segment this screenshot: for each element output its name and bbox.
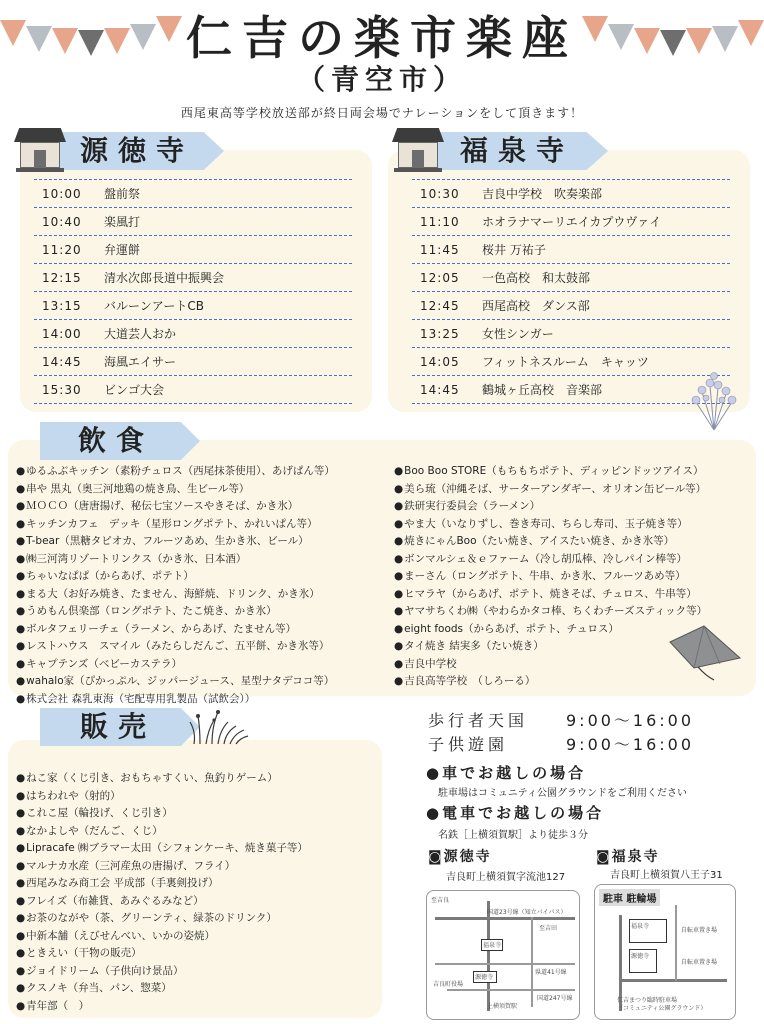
map1-label: 福泉寺 [483, 942, 502, 949]
schedule-row [34, 348, 352, 376]
sales-header: 販売 [80, 710, 157, 743]
schedule-time: 10:40 [42, 214, 82, 229]
genkotokuji-address: 吉良町上横須賀字流池127 [446, 872, 566, 883]
map1-label: 国道247号線 [537, 995, 573, 1002]
food-vendor-item: ● レストハウス スマイル（みたらしだんご、五平餅、かき氷等） [16, 638, 391, 656]
schedule-time: 11:20 [42, 242, 82, 257]
sales-vendor-item: ● これこ屋（輪投げ、くじ引き） [16, 805, 376, 823]
schedule-performer: ビンゴ大会 [104, 383, 165, 397]
map2-label: 自転車置き場 [681, 959, 718, 966]
schedule-performer: 清水次郎長道中振興会 [104, 271, 225, 285]
food-vendor-item: ● T-bear（黒糖タピオカ、フルーツあめ、生かき氷、ビール） [16, 533, 391, 551]
kids-time: 9:00〜16:00 [566, 735, 695, 754]
schedule-performer: 一色高校 和太鼓部 [482, 271, 591, 285]
map-genkotokuji [426, 890, 580, 1020]
map2-label: 福泉寺 [631, 923, 650, 930]
schedule-time: 12:15 [42, 270, 82, 285]
sales-vendor-item: ● フレイズ（布雑貨、あみぐるみなど） [16, 893, 376, 911]
map1-label: 県道41号線 [535, 969, 567, 976]
schedule-time: 11:10 [420, 214, 460, 229]
food-vendor-item: ● まーさん（ロングポテト、牛串、かき氷、フルーツあめ等） [394, 568, 756, 586]
sales-vendor-item: ● ジョイドリーム（子供向け景品） [16, 963, 376, 981]
kids-row [428, 732, 748, 754]
food-vendor-item: ● ゆるふぶキッチン（素粉チュロス（西尾抹茶使用）、あげぱん等） [16, 463, 391, 481]
food-vendor-item: ● ヤマサちくわ㈱（やわらかタコ棒、ちくわチーズスティック等） [394, 603, 756, 621]
schedule-time: 10:30 [420, 186, 460, 201]
car-note: 駐車場はコミュニティ公園グラウンドをご利用ください [438, 788, 687, 799]
sales-vendor-item: ● 青年部（ ） [16, 998, 376, 1016]
genkotokuji-location-name: 源徳寺 [443, 849, 492, 865]
food-vendor-item: ● 串や 黒丸（奥三河地鶏の焼き鳥、生ビール等） [16, 481, 391, 499]
map1-label: 上横須賀駅 [487, 1003, 518, 1010]
food-vendor-item: ● wahalo家（ぴかっぷル、ジッパージュース、星型ナタデココ等） [16, 673, 391, 691]
temple-icon [392, 128, 444, 172]
food-vendor-item: ● 焼きにゃんBoo（たい焼き、アイスたい焼き、かき氷等） [394, 533, 756, 551]
food-header: 飲食 [78, 424, 155, 457]
sales-vendor-item: ● クスノキ（弁当、パン、惣菜） [16, 980, 376, 998]
food-vendor-item: ● やま大（いなりずし、巻き寿司、ちらし寿司、玉子焼き等） [394, 516, 756, 534]
broadcast-notice: 西尾東高等学校放送部が終日両会場でナレーションをして頂きます！ [180, 106, 584, 120]
schedule-row [34, 208, 352, 236]
train-heading-text: 電車でお越しの場合 [442, 804, 605, 822]
fukusenji-address: 吉良町上横須賀八王子31 [610, 870, 723, 881]
pedestrian-row [428, 708, 748, 730]
fukusenji-location-name: 福泉寺 [611, 849, 660, 865]
schedule-row [34, 264, 352, 292]
food-list-left [16, 463, 391, 708]
schedule-row [34, 180, 352, 208]
food-vendor-item: ● 美ら琉（沖縄そば、サーターアンダギー、オリオン缶ビール等） [394, 481, 756, 499]
schedule-row [412, 348, 730, 376]
map2-label: 仁吉まつり臨時駐車場 [617, 997, 678, 1004]
car-heading-text: 車でお越しの場合 [442, 764, 587, 782]
food-vendor-item: ● うめもん倶楽部（ロングポテト、たこ焼き、かき氷） [16, 603, 391, 621]
schedule-time: 12:05 [420, 270, 460, 285]
flower-icon [688, 368, 740, 432]
schedule-row [34, 320, 352, 348]
map2-label: （コミュニティ公園グラウンド） [617, 1005, 707, 1012]
map2-label: 自転車置き場 [681, 927, 718, 934]
schedule-row [412, 180, 730, 208]
schedule-performer: 楽風打 [104, 215, 141, 229]
train-note: 名鉄［上横須賀駅］より徒歩３分 [438, 830, 588, 841]
schedule-time: 10:00 [42, 186, 82, 201]
map1-label: 至吉良 [431, 897, 450, 904]
schedule-row [412, 376, 730, 404]
fukusenji-location-label: ◙福泉寺 [596, 849, 660, 865]
train-heading: ●電車でお越しの場合 [426, 804, 605, 822]
food-vendor-item: ● ＭＯＣＯ（唐唐揚げ、秘伝七宝ソースやきそば、かき氷） [16, 498, 391, 516]
page-subtitle: （青空市） [296, 63, 467, 96]
food-vendor-item: ● 鉄研実行委員会（ラーメン） [394, 498, 756, 516]
food-vendor-item: ● 吉良中学校 [394, 656, 756, 674]
food-vendor-item: ● ちゃいなぱぱ（からあげ、ポテト） [16, 568, 391, 586]
schedule-row [34, 236, 352, 264]
food-vendor-item: ● ボルタフェリーチェ（ラーメン、からあげ、たません等） [16, 621, 391, 639]
kids-label: 子供遊園 [428, 735, 509, 754]
parking-label: 駐車 駐輪場 [599, 889, 660, 906]
map2-label: 源徳寺 [631, 953, 650, 960]
food-vendor-item: ● eight foods（からあげ、ポテト、チュロス） [394, 621, 756, 639]
schedule-row [412, 236, 730, 264]
pedestrian-time: 9:00〜16:00 [566, 711, 695, 730]
sales-vendor-item: ● 中新本舗（えびせんべい、いかの姿焼） [16, 928, 376, 946]
schedule-row [412, 292, 730, 320]
food-vendor-item: ● ボンマルシェ＆ｅファーム（冷し胡瓜棒、冷しパイン棒等） [394, 551, 756, 569]
food-vendor-item: ● キャプテンズ（ベビーカステラ） [16, 656, 391, 674]
sales-vendor-item: ● マルナカ水産（三河産魚の唐揚げ、フライ） [16, 858, 376, 876]
sales-vendor-item: ● Lipracafe ㈱ブラマー太田（シフォンケーキ、焼き菓子等） [16, 840, 376, 858]
schedule-performer: 吉良中学校 吹奏楽部 [482, 187, 603, 201]
map-fukusenji [594, 884, 736, 1020]
food-vendor-item: ● ㈱三河湾リゾートリンクス（かき氷、日本酒） [16, 551, 391, 569]
schedule-row [412, 208, 730, 236]
temple-icon [14, 128, 66, 172]
schedule-performer: 海風エイサー [104, 355, 177, 369]
food-vendor-item: ● Boo Boo STORE（もちもちポテト、ディッピンドッツアイス） [394, 463, 756, 481]
genkotokuji-schedule [34, 179, 352, 404]
genkotokuji-location-label: ◙源徳寺 [428, 849, 492, 865]
food-vendor-item: ● キッチンカフェ デッキ（星形ロングポテト、かれいぱん等） [16, 516, 391, 534]
car-heading: ●車でお越しの場合 [426, 764, 587, 782]
sales-vendor-item: ● お茶のながや（茶、グリーンティ、緑茶のドリンク） [16, 910, 376, 928]
food-vendor-item: ● 吉良高等学校 （しろーる） [394, 673, 756, 691]
sales-vendor-item: ● ねこ家（くじ引き、おもちゃすくい、魚釣りゲーム） [16, 770, 376, 788]
sales-vendor-item: ● 西尾みなみ商工会 平成部（手裏剣投げ） [16, 875, 376, 893]
schedule-performer: 西尾高校 ダンス部 [482, 299, 590, 313]
schedule-performer: バルーンアートCB [104, 299, 205, 313]
map1-label: 吉良町役場 [433, 981, 464, 988]
food-vendor-item: ● まる大（お好み焼き、たません、海鮮焼、ドリンク、かき氷） [16, 586, 391, 604]
map1-label: 国道23号線（知立バイパス） [487, 909, 567, 916]
schedule-time: 14:00 [42, 326, 82, 341]
food-vendor-item: ● ヒマラヤ（からあげ、ポテト、焼きそば、チュロス、牛串等） [394, 586, 756, 604]
sales-list [16, 770, 376, 1015]
food-vendor-item: ● 株式会社 森乳東海（宅配専用乳製品（試飲会）） [16, 691, 391, 709]
schedule-row [412, 264, 730, 292]
schedule-performer: フィットネスルーム キャッツ [482, 355, 649, 369]
fukusenji-schedule [412, 179, 730, 404]
schedule-time: 14:45 [42, 354, 82, 369]
schedule-row [34, 376, 352, 404]
grass-icon [186, 710, 250, 746]
page-title: 仁吉の楽市楽座 [186, 11, 578, 65]
schedule-time: 12:45 [420, 298, 460, 313]
food-vendor-item: ● タイ焼き 結実多（たい焼き） [394, 638, 756, 656]
genkotokuji-header: 源徳寺 [80, 134, 195, 167]
schedule-row [34, 292, 352, 320]
schedule-time: 11:45 [420, 242, 460, 257]
straw-hat-icon [664, 620, 744, 682]
schedule-performer: 大道芸人おか [104, 327, 177, 341]
pedestrian-label: 歩行者天国 [428, 711, 529, 730]
schedule-time: 14:45 [420, 382, 460, 397]
schedule-time: 14:05 [420, 354, 460, 369]
schedule-performer: 桜井 万祐子 [482, 243, 546, 257]
map1-label: 至吉田 [539, 925, 558, 932]
schedule-row [412, 320, 730, 348]
schedule-performer: ホオラナマーリエイカプウヴァイ [482, 215, 662, 229]
fukusenji-header: 福泉寺 [460, 134, 575, 167]
schedule-performer: 盤前祭 [104, 187, 141, 201]
schedule-performer: 女性シンガー [482, 327, 554, 341]
schedule-time: 13:25 [420, 326, 460, 341]
sales-vendor-item: ● ときえい（干物の販売） [16, 945, 376, 963]
sales-vendor-item: ● なかよしや（だんご、くじ） [16, 823, 376, 841]
schedule-performer: 弁運餅 [104, 243, 141, 257]
schedule-time: 15:30 [42, 382, 82, 397]
map1-label: 源徳寺 [475, 974, 494, 981]
schedule-time: 13:15 [42, 298, 82, 313]
sales-vendor-item: ● はちわれや（射的） [16, 788, 376, 806]
schedule-performer: 鶴城ヶ丘高校 音楽部 [482, 383, 603, 397]
